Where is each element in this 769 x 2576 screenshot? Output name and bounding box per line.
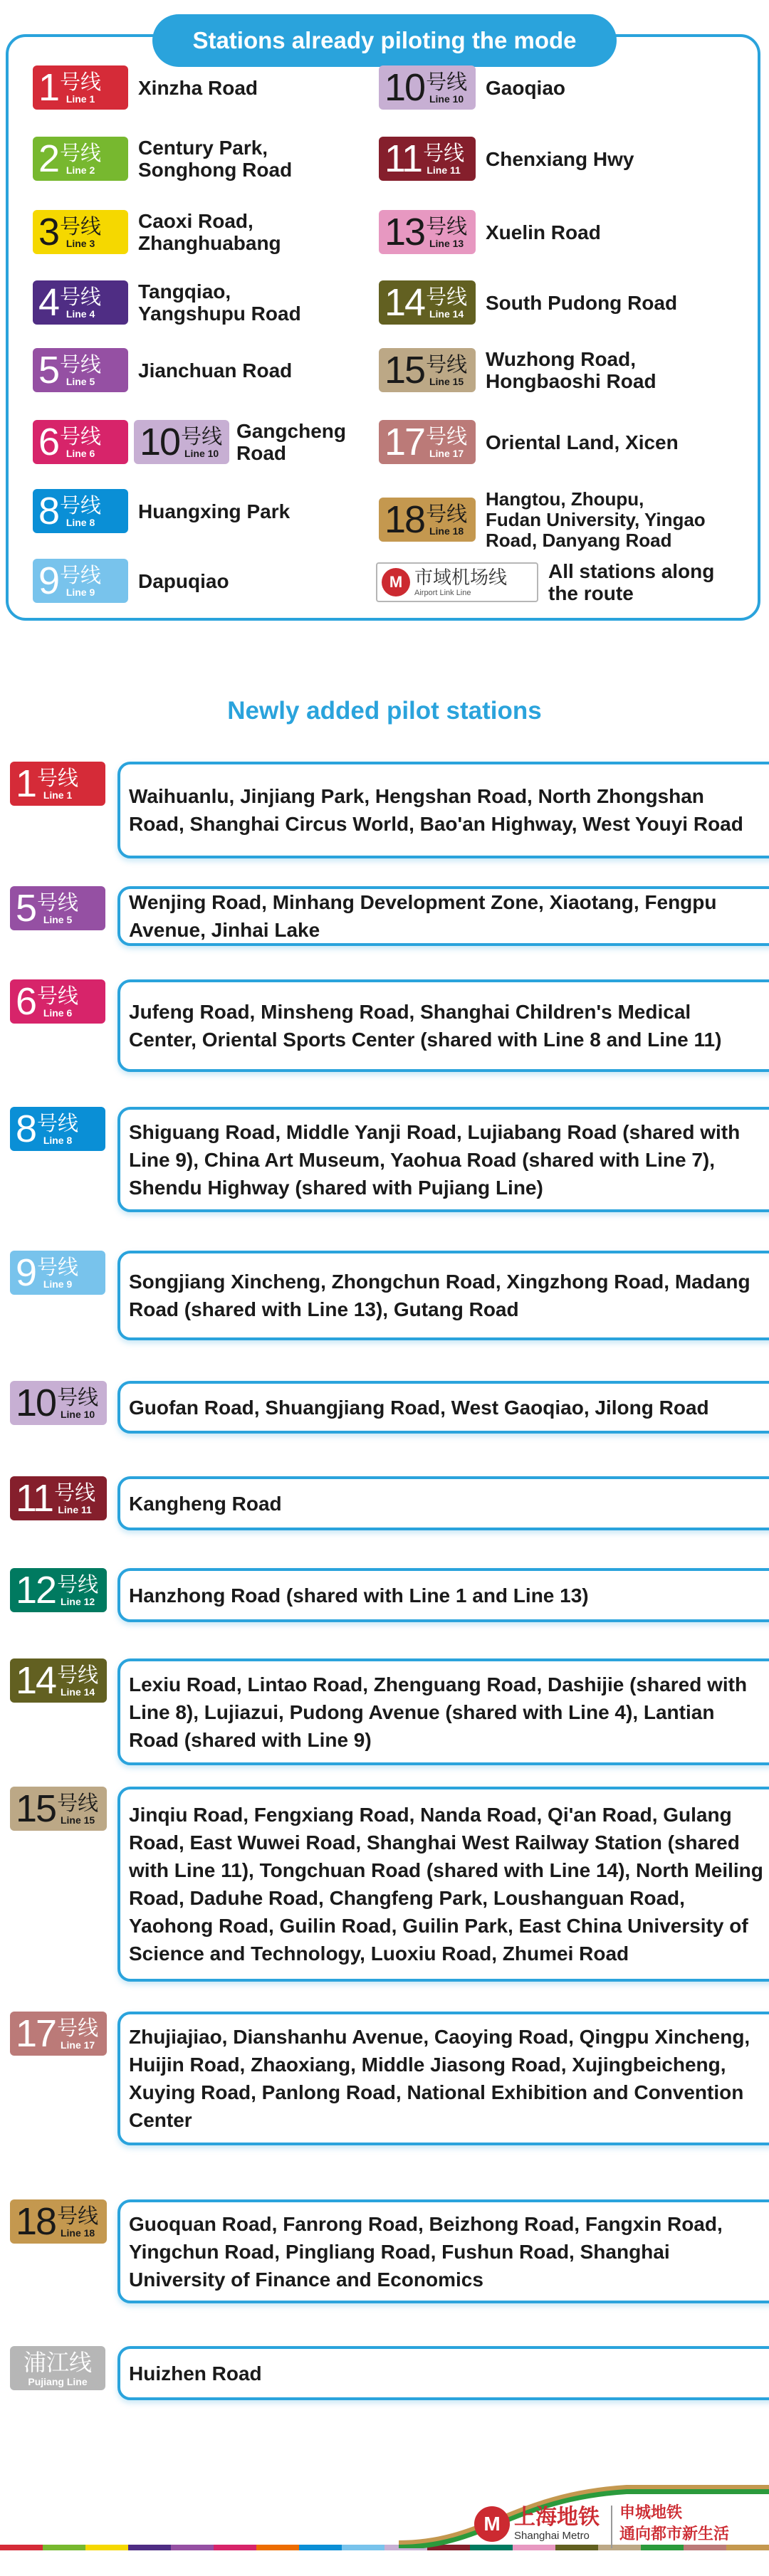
line-9-badge: 9 号线 Line 9 (10, 1251, 105, 1295)
stations-box-pujiang (117, 2346, 769, 2400)
pilot-stations-line17: Oriental Land, Xicen (486, 431, 679, 453)
stations-box-line8 (117, 1107, 769, 1212)
pilot-stations-line2: Century Park, Songhong Road (138, 137, 293, 181)
stations-text-line12: Hanzhong Road (shared with Line 1 and Line 13) (129, 1584, 589, 1607)
stations-box-line9 (117, 1251, 769, 1340)
stations-text-line9: Songjiang Xincheng, Zhongchun Road, Xingzhong Road, Madang Road (shared with Line 13), Gutang Road (129, 1271, 750, 1320)
pilot-stations-line9: Dapuqiao (138, 569, 229, 592)
footer-divider (611, 2506, 612, 2548)
stations-text-pujiang: Huizhen Road (129, 2362, 262, 2385)
piloting-title: Stations already piloting the mode (152, 14, 617, 67)
line-18-badge: 18 号线 Line 18 (10, 2199, 107, 2244)
pilot-stations-airport: All stations along the route (548, 560, 715, 604)
stations-text-line10: Guofan Road, Shuangjiang Road, West Gaoqiao, Jilong Road (129, 1396, 709, 1419)
shanghai-metro-logo (474, 2506, 600, 2543)
pilot-line11 (379, 128, 634, 189)
stations-box-line10 (117, 1381, 769, 1434)
pilot-line13 (379, 201, 601, 263)
stations-text-line5: Wenjing Road, Minhang Development Zone, Xiaotang, Fengpu Avenue, Jinhai Lake (129, 891, 717, 941)
line-3-badge: 3 号线 Line 3 (33, 210, 128, 254)
pilot-airport-line (376, 552, 714, 613)
pilot-stations-line10: Gaoqiao (486, 76, 566, 99)
pilot-stations-line15: Wuzhong Road, Hongbaoshi Road (486, 348, 656, 392)
line-10-badge: 10 号线 Line 10 (10, 1381, 107, 1425)
line-10-badge-inline: 10 号线 Line 10 (134, 420, 229, 464)
pilot-stations-line13: Xuelin Road (486, 221, 601, 243)
pilot-line17 (379, 411, 679, 473)
stations-text-line18: Guoquan Road, Fanrong Road, Beizhong Road, Fangxin Road, Yingchun Road, Pingliang Road, Fushun Road, Shanghai University of Finance and Economics (129, 2212, 723, 2291)
stations-text-line15: Jinqiu Road, Fengxiang Road, Nanda Road, Qi'an Road, Gulang Road, East Wuwei Road, Shanghai West Railway Station (shared with Line 11), Tongchuan Road (shared with Line 14), North Meiling Road, Daduhe Road, Changfeng Park, Loushanguan Road, Yaohong Road, Guilin Road, Guilin Park, East China University of Science and Technology, Luoxiu Road, Zhumei Road (129, 1804, 763, 1965)
line-5-badge: 5 号线 Line 5 (33, 348, 128, 392)
stations-text-line6: Jufeng Road, Minsheng Road, Shanghai Children's Medical Center, Oriental Sports Center (shared with Line 8 and Line 11) (129, 1001, 722, 1051)
stations-box-line17 (117, 2012, 769, 2145)
pilot-line10 (379, 57, 565, 118)
metro-logo-icon: M (382, 568, 410, 596)
line-11-badge: 11 号线 Line 11 (10, 1476, 107, 1520)
logo-cn-text: 上海地铁 (514, 2505, 600, 2530)
pilot-line9 (33, 550, 229, 611)
stations-text-line8: Shiguang Road, Middle Yanji Road, Lujiabang Road (shared with Line 9), China Art Museum, Yaohua Road (shared with Line 7), Shendu Highway (shared with Pujiang Line) (129, 1120, 741, 1199)
line-4-badge: 4 号线 Line 4 (33, 280, 128, 325)
pilot-line3 (33, 201, 281, 263)
line-17-badge: 17 号线 Line 17 (10, 2012, 107, 2056)
stations-box-line11 (117, 1476, 769, 1530)
stations-box-line5 (117, 886, 769, 946)
line-14-badge: 14 号线 Line 14 (10, 1658, 107, 1703)
pilot-stations-line5: Jianchuan Road (138, 359, 293, 382)
line-6-badge: 6 号线 Line 6 (10, 979, 105, 1024)
stations-box-line6 (117, 979, 769, 1072)
pilot-stations-line4: Tangqiao, Yangshupu Road (138, 280, 301, 325)
stations-text-line14: Lexiu Road, Lintao Road, Zhenguang Road, Dashijie (shared with Line 8), Lujiazui, Pudong Avenue (shared with Line 4), Lantian Road (shared with Line 9) (129, 1673, 748, 1751)
line-15-badge: 15 号线 Line 15 (10, 1787, 107, 1831)
pilot-stations-line6-10: Gangcheng Road (236, 420, 347, 464)
line-13-badge: 13 号线 Line 13 (379, 210, 476, 254)
line-10-badge: 10 号线 Line 10 (379, 65, 476, 110)
stations-text-line1: Waihuanlu, Jinjiang Park, Hengshan Road, North Zhongshan Road, Shanghai Circus World, Bao'an Highway, West Youyi Road (129, 785, 743, 835)
line-15-badge: 15 号线 Line 15 (379, 348, 476, 392)
line-12-badge: 12 号线 Line 12 (10, 1568, 107, 1612)
pilot-line14 (379, 272, 677, 333)
pilot-line2 (33, 128, 292, 189)
line-17-badge: 17 号线 Line 17 (379, 420, 476, 464)
pilot-line5 (33, 340, 292, 401)
stations-text-line17: Zhujiajiao, Dianshanhu Avenue, Caoying Road, Qingpu Xincheng, Huijin Road, Zhaoxiang, Middle Jiasong Road, Xujingbeicheng, Xuying Road, Panlong Road, National Exhibition and Convention Center (129, 2026, 750, 2131)
line-8-badge: 8 号线 Line 8 (10, 1107, 105, 1151)
line-9-badge: 9 号线 Line 9 (33, 559, 128, 603)
line-18-badge: 18 号线 Line 18 (379, 498, 476, 542)
pilot-stations-line14: South Pudong Road (486, 291, 678, 314)
stations-box-line1 (117, 762, 769, 858)
new-stations-title: Newly added pilot stations (227, 697, 542, 725)
line-6-badge: 6 号线 Line 6 (33, 420, 128, 464)
pilot-stations-line1: Xinzha Road (138, 76, 258, 99)
pilot-stations-line8: Huangxing Park (138, 500, 291, 522)
stations-box-line18 (117, 2199, 769, 2303)
stations-box-line15 (117, 1787, 769, 1982)
line-11-badge: 11 号线 Line 11 (379, 137, 476, 181)
line-1-badge: 1 号线 Line 1 (33, 65, 128, 110)
slogan-line-2: 通向都市新生活 (619, 2525, 730, 2543)
line-14-badge: 14 号线 Line 14 (379, 280, 476, 325)
pilot-stations-line11: Chenxiang Hwy (486, 147, 634, 170)
airport-line-badge: M 市域机场线 Airport Link Line (376, 562, 538, 602)
pilot-line6 (33, 411, 346, 473)
pilot-line18 (379, 484, 706, 555)
metro-logo-icon: M (474, 2506, 510, 2542)
line-1-badge: 1 号线 Line 1 (10, 762, 105, 806)
footer-slogan (619, 2502, 729, 2545)
stations-text-line11: Kangheng Road (129, 1492, 282, 1515)
stations-box-line12 (117, 1568, 769, 1622)
line-2-badge: 2 号线 Line 2 (33, 137, 128, 181)
stations-box-line14 (117, 1658, 769, 1765)
pujiang-line-badge: 浦江线 Pujiang Line (10, 2346, 105, 2390)
logo-en-text: Shanghai Metro (514, 2530, 590, 2542)
line-5-badge: 5 号线 Line 5 (10, 886, 105, 930)
pilot-line8 (33, 480, 290, 542)
line-8-badge: 8 号线 Line 8 (33, 489, 128, 533)
pilot-line15 (379, 340, 656, 401)
pilot-stations-line3: Caoxi Road, Zhanghuabang (138, 210, 281, 254)
slogan-line-1: 申城地铁 (619, 2503, 683, 2522)
pilot-line1 (33, 57, 258, 118)
pilot-stations-line18: Hangtou, Zhoupu, Fudan University, Yingao Road, Danyang Road (486, 488, 706, 551)
pilot-line4 (33, 272, 301, 333)
